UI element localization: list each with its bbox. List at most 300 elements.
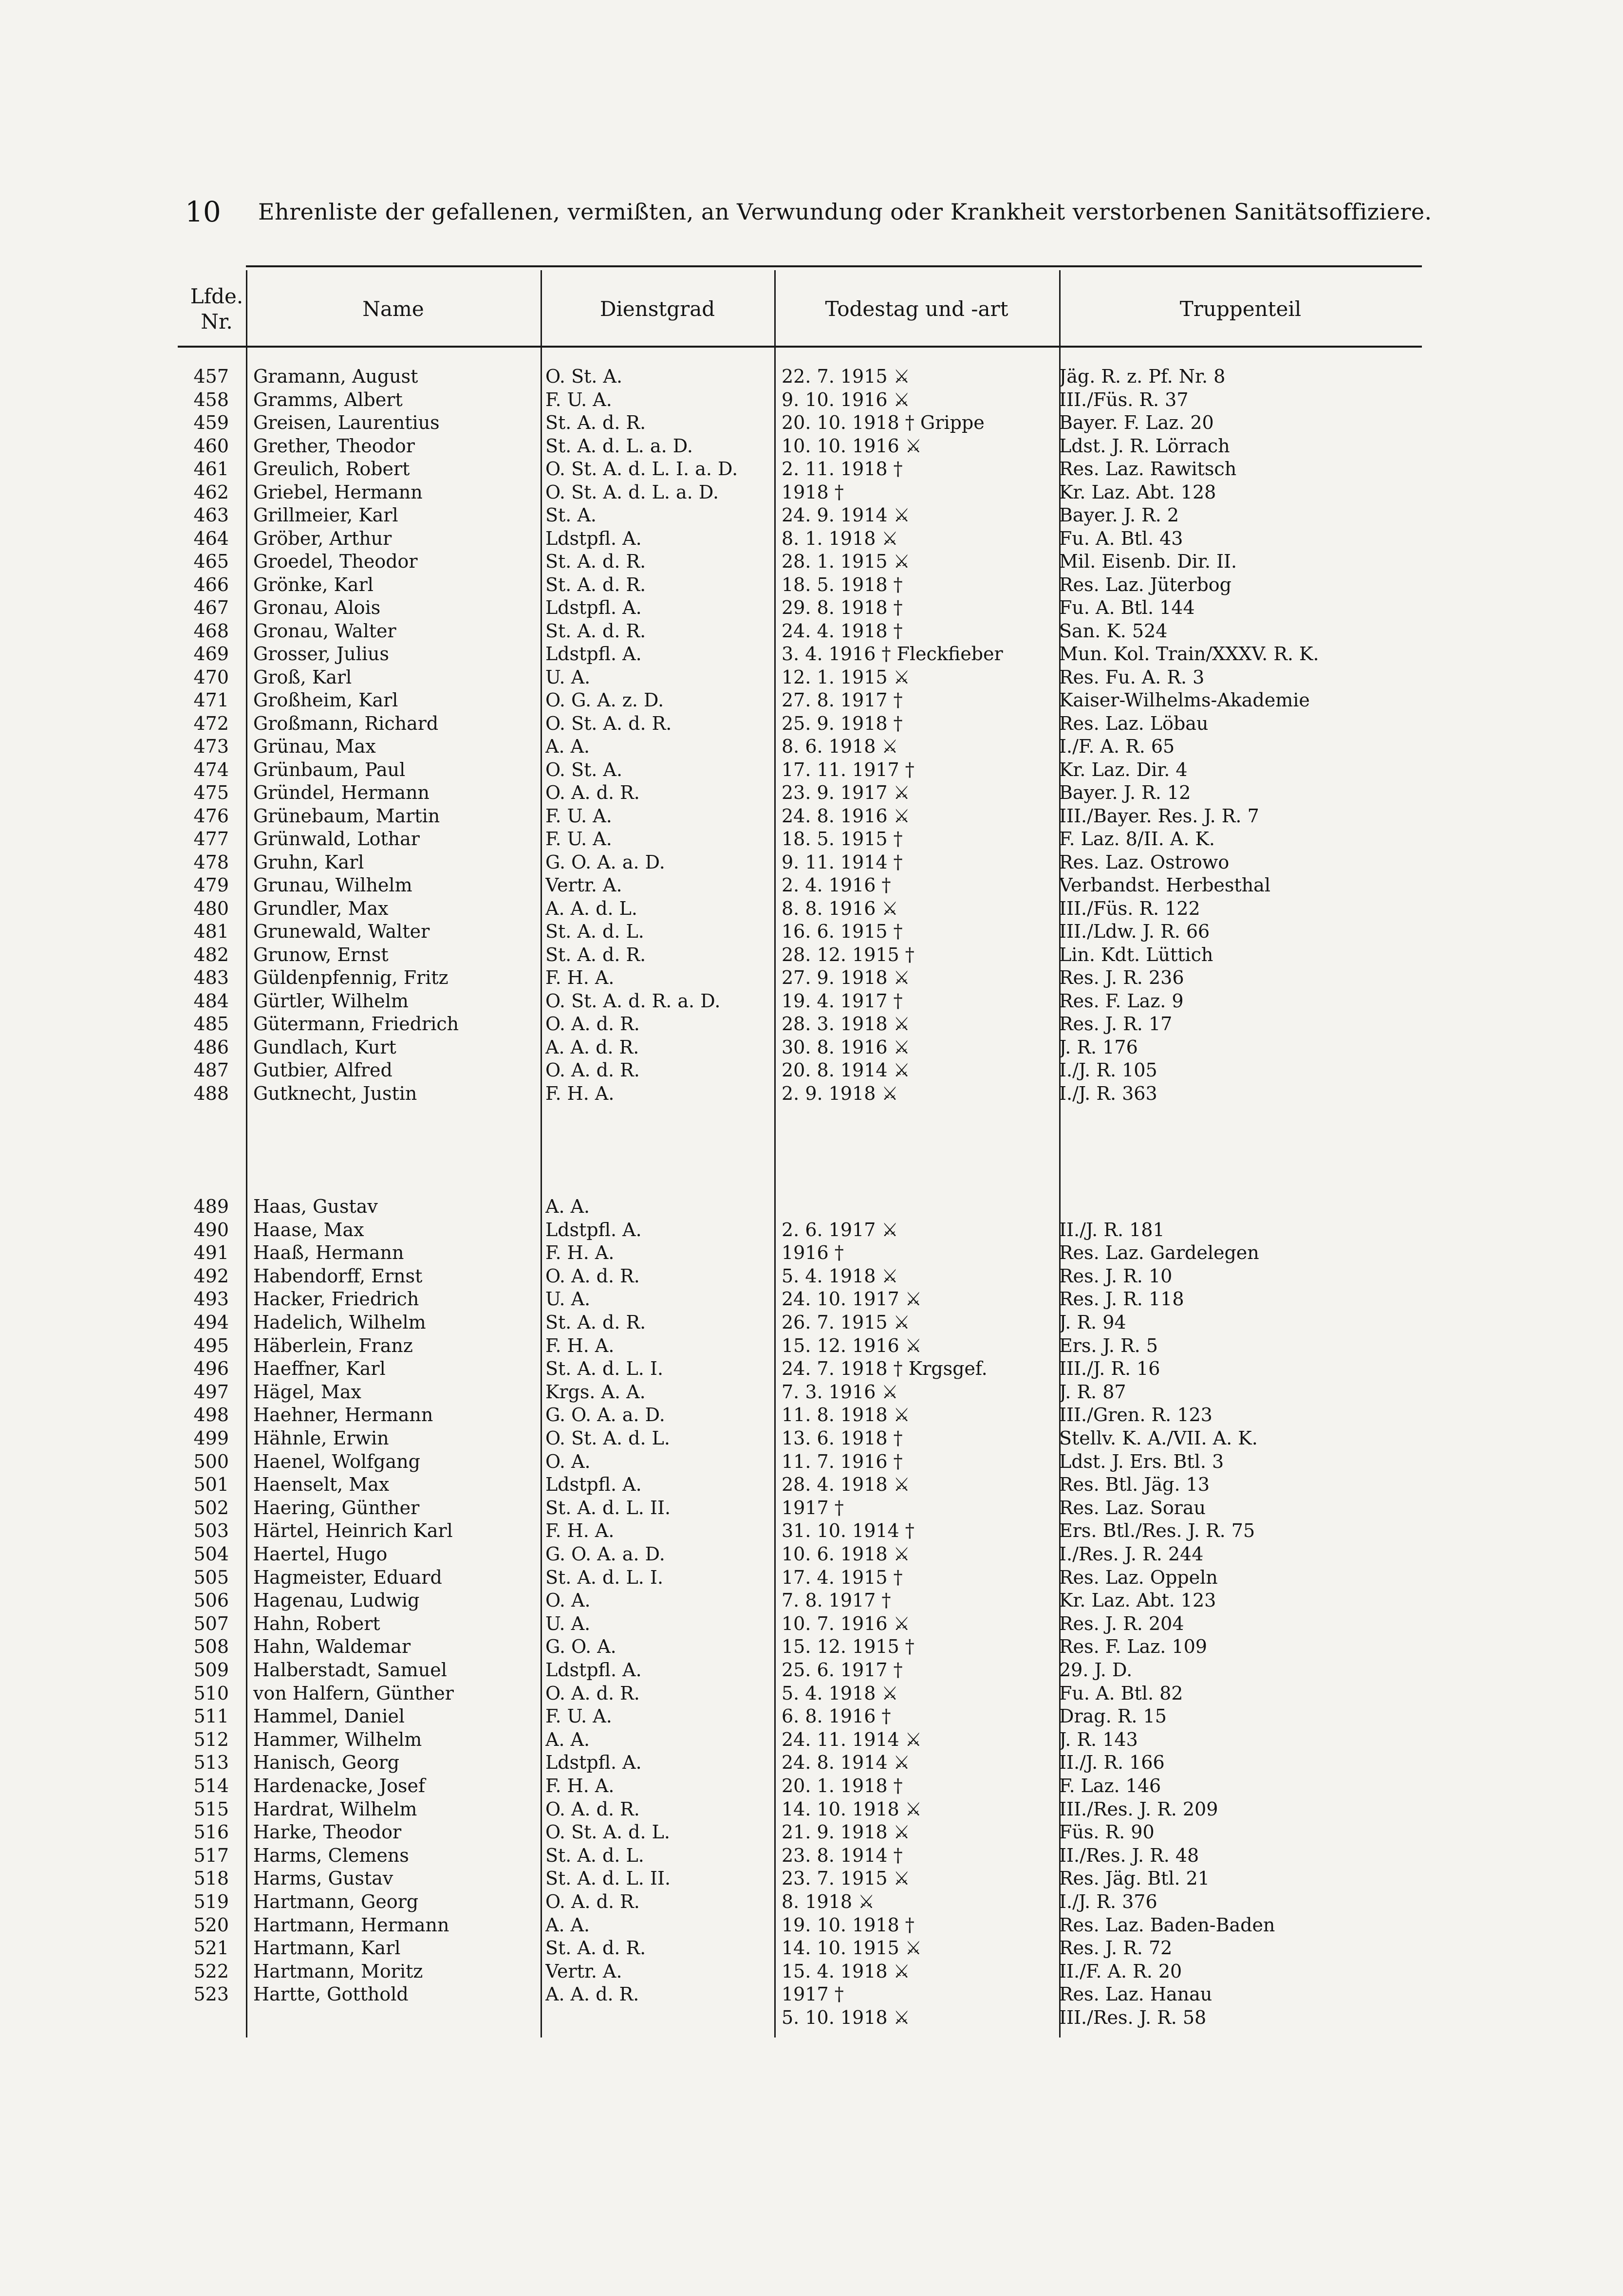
entry-rank: O. A. d. R. xyxy=(545,1265,640,1287)
entry-rank: G. O. A. a. D. xyxy=(545,1543,665,1565)
entry-number: 500 xyxy=(193,1450,229,1472)
entry-unit: J. R. 94 xyxy=(1059,1312,1126,1333)
entry-death: 24. 10. 1917 ⚔ xyxy=(782,1288,922,1310)
entry-name: Gronau, Walter xyxy=(253,620,396,642)
entry-name: Gütermann, Friedrich xyxy=(253,1013,459,1035)
entry-death: 14. 10. 1918 ⚔ xyxy=(782,1798,922,1820)
entry-number: 460 xyxy=(193,435,229,457)
entry-number: 470 xyxy=(193,666,229,688)
entry-name: Hartmann, Karl xyxy=(253,1937,401,1959)
table-row xyxy=(0,990,1623,1012)
entry-number: 502 xyxy=(193,1497,229,1518)
entry-number: 521 xyxy=(193,1937,229,1959)
table-row xyxy=(0,643,1623,665)
entry-rank: Krgs. A. A. xyxy=(545,1381,646,1403)
entry-death: 2. 9. 1918 ⚔ xyxy=(782,1082,898,1104)
entry-name: Güldenpfennig, Fritz xyxy=(253,967,448,988)
table-row xyxy=(0,1473,1623,1496)
entry-rank: A. A. xyxy=(545,1196,590,1217)
entry-rank: St. A. d. R. xyxy=(545,1937,646,1959)
entry-number: 497 xyxy=(193,1381,229,1403)
entry-unit: I./J. R. 363 xyxy=(1059,1082,1157,1104)
entry-death: 25. 9. 1918 † xyxy=(782,712,903,734)
entry-death: 23. 9. 1917 ⚔ xyxy=(782,782,910,803)
entry-name: Grönke, Karl xyxy=(253,574,373,595)
table-row xyxy=(0,712,1623,735)
entry-unit: III./J. R. 16 xyxy=(1059,1358,1160,1380)
entry-name: Haertel, Hugo xyxy=(253,1543,388,1565)
entry-unit: Res. Jäg. Btl. 21 xyxy=(1059,1868,1210,1889)
entry-rank: St. A. d. L. II. xyxy=(545,1868,671,1889)
entry-unit: III./Füs. R. 122 xyxy=(1059,897,1200,919)
entry-name: Gruhn, Karl xyxy=(253,851,364,873)
entry-unit: Bayer. J. R. 12 xyxy=(1059,782,1191,803)
entry-rank: U. A. xyxy=(545,666,591,688)
entry-number: 510 xyxy=(193,1682,229,1704)
entry-number: 464 xyxy=(193,527,229,549)
table-row xyxy=(0,620,1623,642)
entry-name: Hardenacke, Josef xyxy=(253,1775,426,1796)
entry-unit: III./Bayer. Res. J. R. 7 xyxy=(1059,805,1259,827)
table-row xyxy=(0,689,1623,711)
entry-death: 7. 8. 1917 † xyxy=(782,1590,891,1611)
page-title: Ehrenliste der gefallenen, vermißten, an Verwundung oder Krankheit verstorbenen Sanitätsoffiziere. xyxy=(258,199,1432,225)
entry-rank: F. H. A. xyxy=(545,1082,615,1104)
entry-unit: I./J. R. 376 xyxy=(1059,1891,1157,1912)
entry-rank: O. A. d. R. xyxy=(545,1682,640,1704)
column-header-unit: Truppenteil xyxy=(1179,297,1302,321)
entry-unit: Res. Laz. Löbau xyxy=(1059,712,1209,734)
entry-unit: Ers. J. R. 5 xyxy=(1059,1334,1158,1356)
entry-name: Haaß, Hermann xyxy=(253,1242,404,1264)
entry-name: Harke, Theodor xyxy=(253,1821,402,1843)
entry-number: 493 xyxy=(193,1288,229,1310)
entry-unit: Res. Laz. Oppeln xyxy=(1059,1566,1218,1588)
table-row xyxy=(0,1427,1623,1449)
table-row xyxy=(0,781,1623,804)
entry-death: 17. 4. 1915 † xyxy=(782,1566,903,1588)
table-row xyxy=(0,1635,1623,1658)
entry-unit: F. Laz. 146 xyxy=(1059,1775,1161,1796)
entry-rank: St. A. d. R. xyxy=(545,551,646,572)
entry-name: Hammer, Wilhelm xyxy=(253,1728,422,1750)
entry-death: 1916 † xyxy=(782,1242,844,1264)
entry-death: 3. 4. 1916 † Fleckfieber xyxy=(782,643,1003,665)
table-row xyxy=(0,1036,1623,1058)
table-row xyxy=(0,1059,1623,1081)
entry-name: Haenel, Wolfgang xyxy=(253,1450,420,1472)
entry-unit: III./Res. J. R. 58 xyxy=(1059,2007,1207,2028)
entry-number: 472 xyxy=(193,712,229,734)
entry-unit: Res. Laz. Sorau xyxy=(1059,1497,1206,1518)
entry-number: 512 xyxy=(193,1728,229,1750)
entry-unit: Mil. Eisenb. Dir. II. xyxy=(1059,551,1237,572)
table-row xyxy=(0,1450,1623,1473)
column-header-name: Name xyxy=(362,297,424,321)
entry-name: Großheim, Karl xyxy=(253,689,398,711)
table-row xyxy=(0,504,1623,526)
table-row xyxy=(0,1728,1623,1751)
table-row xyxy=(0,550,1623,573)
table-row xyxy=(0,1357,1623,1380)
entry-number: 499 xyxy=(193,1427,229,1449)
entry-name: Hahn, Waldemar xyxy=(253,1636,411,1658)
table-row xyxy=(0,1983,1623,2005)
entry-unit: Res. F. Laz. 9 xyxy=(1059,990,1184,1012)
entry-unit: III./Ldw. J. R. 66 xyxy=(1059,921,1210,942)
entry-rank: A. A. d. R. xyxy=(545,1036,639,1058)
table-row xyxy=(0,458,1623,480)
entry-death: 28. 3. 1918 ⚔ xyxy=(782,1013,910,1035)
entry-unit: III./Res. J. R. 209 xyxy=(1059,1798,1218,1820)
entry-rank: A. A. xyxy=(545,1914,590,1936)
entry-name: Griebel, Hermann xyxy=(253,481,423,503)
entry-name: Gundlach, Kurt xyxy=(253,1036,396,1058)
entry-death: 16. 6. 1915 † xyxy=(782,921,903,942)
entry-death: 12. 1. 1915 ⚔ xyxy=(782,666,910,688)
entry-unit: J. R. 176 xyxy=(1059,1036,1138,1058)
entry-death: 10. 10. 1916 ⚔ xyxy=(782,435,922,457)
entry-rank: A. A. d. R. xyxy=(545,1983,639,2005)
entry-death: 26. 7. 1915 ⚔ xyxy=(782,1312,910,1333)
entry-unit: Res. Fu. A. R. 3 xyxy=(1059,666,1205,688)
entry-number: 518 xyxy=(193,1868,229,1889)
entry-rank: O. St. A. d. L. a. D. xyxy=(545,481,719,503)
entry-rank: A. A. xyxy=(545,1728,590,1750)
entry-name: Grünwald, Lothar xyxy=(253,828,420,850)
entry-unit: J. R. 87 xyxy=(1059,1381,1126,1403)
entry-death: 15. 12. 1915 † xyxy=(782,1636,914,1658)
entry-death: 27. 8. 1917 † xyxy=(782,689,903,711)
entry-death: 9. 11. 1914 † xyxy=(782,851,903,873)
entry-unit: I./Res. J. R. 244 xyxy=(1059,1543,1204,1565)
entry-rank: F. H. A. xyxy=(545,1242,615,1264)
entry-name: Gründel, Hermann xyxy=(253,782,430,803)
entry-death: 31. 10. 1914 † xyxy=(782,1520,914,1542)
entry-death: 11. 8. 1918 ⚔ xyxy=(782,1404,910,1426)
entry-name: Harms, Gustav xyxy=(253,1868,393,1889)
table-row xyxy=(0,596,1623,619)
entry-unit: F. Laz. 8/II. A. K. xyxy=(1059,828,1215,850)
table-row xyxy=(0,1013,1623,1035)
entry-name: Härtel, Heinrich Karl xyxy=(253,1520,453,1542)
entry-number: 458 xyxy=(193,389,229,410)
entry-name: Hardrat, Wilhelm xyxy=(253,1798,417,1820)
table-row xyxy=(0,1288,1623,1310)
entry-death: 2. 11. 1918 † xyxy=(782,458,903,480)
entry-rank: St. A. d. R. xyxy=(545,620,646,642)
entry-death: 1917 † xyxy=(782,1983,844,2005)
entry-unit: Kr. Laz. Abt. 128 xyxy=(1059,481,1216,503)
entry-death: 5. 4. 1918 ⚔ xyxy=(782,1682,898,1704)
entry-name: Greisen, Laurentius xyxy=(253,412,440,433)
entry-death: 1918 † xyxy=(782,481,844,503)
entry-unit: Ldst. J. R. Lörrach xyxy=(1059,435,1230,457)
table-row xyxy=(0,1751,1623,1774)
entry-name: Hagenau, Ludwig xyxy=(253,1590,420,1611)
entry-death: 10. 6. 1918 ⚔ xyxy=(782,1543,910,1565)
entry-death: 8. 6. 1918 ⚔ xyxy=(782,736,898,757)
entry-name: Grunewald, Walter xyxy=(253,921,430,942)
entry-number: 516 xyxy=(193,1821,229,1843)
table-row xyxy=(0,759,1623,781)
entry-death: 18. 5. 1915 † xyxy=(782,828,903,850)
entry-unit: Kaiser-Wilhelms-Akademie xyxy=(1059,689,1310,711)
entry-number: 490 xyxy=(193,1219,229,1241)
entry-number: 486 xyxy=(193,1036,229,1058)
entry-unit: J. R. 143 xyxy=(1059,1728,1138,1750)
entry-unit: Res. Laz. Ostrowo xyxy=(1059,851,1230,873)
entry-rank: St. A. d. L. xyxy=(545,1844,644,1866)
table-row xyxy=(0,851,1623,873)
table-row xyxy=(0,1566,1623,1589)
entry-rank: F. U. A. xyxy=(545,1705,612,1727)
entry-number: 469 xyxy=(193,643,229,665)
table-row xyxy=(0,1659,1623,1681)
entry-unit: Res. Laz. Jüterbog xyxy=(1059,574,1231,595)
entry-rank: O. St. A. d. L. xyxy=(545,1427,670,1449)
entry-number: 504 xyxy=(193,1543,229,1565)
entry-death: 24. 8. 1916 ⚔ xyxy=(782,805,910,827)
entry-death: 8. 1. 1918 ⚔ xyxy=(782,527,898,549)
entry-unit: Res. F. Laz. 109 xyxy=(1059,1636,1207,1658)
entry-number: 511 xyxy=(193,1705,229,1727)
table-row xyxy=(0,1265,1623,1287)
entry-rank: O. St. A. xyxy=(545,759,623,780)
entry-number: 479 xyxy=(193,874,229,896)
table-row xyxy=(0,666,1623,688)
entry-unit: II./J. R. 166 xyxy=(1059,1752,1165,1774)
entry-rank: O. St. A. d. L. I. a. D. xyxy=(545,458,738,480)
entry-death: 8. 1918 ⚔ xyxy=(782,1891,875,1912)
entry-unit: Res. J. R. 236 xyxy=(1059,967,1184,988)
entry-number: 477 xyxy=(193,828,229,850)
entry-death: 19. 10. 1918 † xyxy=(782,1914,914,1936)
entry-number: 468 xyxy=(193,620,229,642)
entry-death: 7. 3. 1916 ⚔ xyxy=(782,1381,898,1403)
entry-number: 485 xyxy=(193,1013,229,1035)
entry-name: Haenselt, Max xyxy=(253,1474,390,1496)
table-row xyxy=(0,897,1623,920)
entry-unit: Res. Laz. Hanau xyxy=(1059,1983,1213,2005)
entry-number: 457 xyxy=(193,366,229,387)
entry-death: 24. 4. 1918 † xyxy=(782,620,903,642)
entry-number: 520 xyxy=(193,1914,229,1936)
entry-name: Grether, Theodor xyxy=(253,435,415,457)
entry-name: Hammel, Daniel xyxy=(253,1705,405,1727)
entry-number: 488 xyxy=(193,1082,229,1104)
entry-number: 489 xyxy=(193,1196,229,1217)
entry-death: 29. 8. 1918 † xyxy=(782,597,903,618)
table-row xyxy=(0,1311,1623,1333)
entry-number: 508 xyxy=(193,1636,229,1658)
entry-name: Groß, Karl xyxy=(253,666,352,688)
entry-unit: Res. J. R. 10 xyxy=(1059,1265,1173,1287)
entry-rank: F. U. A. xyxy=(545,805,612,827)
entry-rank: Ldstpfl. A. xyxy=(545,597,642,618)
table-row xyxy=(0,389,1623,411)
entry-rank: O. St. A. d. R. a. D. xyxy=(545,990,721,1012)
entry-number: 482 xyxy=(193,944,229,965)
entry-rank: F. H. A. xyxy=(545,967,615,988)
entry-name: Gronau, Alois xyxy=(253,597,381,618)
entry-number: 459 xyxy=(193,412,229,433)
entry-name: Gramann, August xyxy=(253,366,418,387)
table-row xyxy=(0,966,1623,989)
entry-rank: St. A. d. R. xyxy=(545,944,646,965)
entry-death: 20. 10. 1918 † Grippe xyxy=(782,412,985,433)
table-row xyxy=(0,1082,1623,1105)
entry-death: 18. 5. 1918 † xyxy=(782,574,903,595)
entry-death: 23. 8. 1914 † xyxy=(782,1844,903,1866)
entry-number: 465 xyxy=(193,551,229,572)
entry-name: Grünau, Max xyxy=(253,736,376,757)
entry-rank: F. H. A. xyxy=(545,1775,615,1796)
entry-name: Hartmann, Hermann xyxy=(253,1914,449,1936)
entry-death: 17. 11. 1917 † xyxy=(782,759,914,780)
entry-unit: II./Res. J. R. 48 xyxy=(1059,1844,1199,1866)
entry-number: 463 xyxy=(193,504,229,526)
entry-unit: Res. J. R. 118 xyxy=(1059,1288,1184,1310)
entry-name: Grunow, Ernst xyxy=(253,944,389,965)
entry-death: 23. 7. 1915 ⚔ xyxy=(782,1868,910,1889)
entry-unit: 29. J. D. xyxy=(1059,1659,1133,1681)
entry-name: Häberlein, Franz xyxy=(253,1334,413,1356)
entry-number: 476 xyxy=(193,805,229,827)
table-row xyxy=(0,1914,1623,1936)
entry-rank: Ldstpfl. A. xyxy=(545,643,642,665)
table-row xyxy=(0,920,1623,943)
entry-unit: Bayer. F. Laz. 20 xyxy=(1059,412,1214,433)
entry-death: 11. 7. 1916 † xyxy=(782,1450,903,1472)
entry-death: 30. 8. 1916 ⚔ xyxy=(782,1036,910,1058)
entry-name: Gutbier, Alfred xyxy=(253,1059,392,1081)
entry-death: 24. 11. 1914 ⚔ xyxy=(782,1728,922,1750)
entry-rank: St. A. d. R. xyxy=(545,412,646,433)
table-row xyxy=(0,1705,1623,1727)
entry-number: 498 xyxy=(193,1404,229,1426)
entry-death: 20. 8. 1914 ⚔ xyxy=(782,1059,910,1081)
entry-rank: Ldstpfl. A. xyxy=(545,1219,642,1241)
entry-unit: Ers. Btl./Res. J. R. 75 xyxy=(1059,1520,1255,1542)
entry-unit: I./J. R. 105 xyxy=(1059,1059,1157,1081)
entry-name: Grünbaum, Paul xyxy=(253,759,406,780)
entry-rank: O. A. d. R. xyxy=(545,1798,640,1820)
entry-death: 15. 4. 1918 ⚔ xyxy=(782,1960,910,1982)
entry-number: 466 xyxy=(193,574,229,595)
entry-number: 475 xyxy=(193,782,229,803)
entry-number: 523 xyxy=(193,1983,229,2005)
entry-name: Hahn, Robert xyxy=(253,1612,380,1634)
entry-name: Gürtler, Wilhelm xyxy=(253,990,409,1012)
entry-number: 471 xyxy=(193,689,229,711)
table-row xyxy=(0,1219,1623,1241)
entry-unit: Res. Btl. Jäg. 13 xyxy=(1059,1474,1210,1496)
entry-name: Grosser, Julius xyxy=(253,643,390,665)
entry-rank: St. A. d. R. xyxy=(545,574,646,595)
column-header-rank: Dienstgrad xyxy=(599,297,715,321)
table-row xyxy=(0,1404,1623,1426)
entry-rank: G. O. A. a. D. xyxy=(545,1404,665,1426)
column-header-nr: Lfde. Nr. xyxy=(190,284,243,333)
entry-name: Gramms, Albert xyxy=(253,389,403,410)
entry-number: 478 xyxy=(193,851,229,873)
table-row xyxy=(0,435,1623,457)
entry-number: 517 xyxy=(193,1844,229,1866)
entry-rank: St. A. d. L. xyxy=(545,921,644,942)
entry-number: 492 xyxy=(193,1265,229,1287)
header-top-rule xyxy=(246,265,1422,267)
entry-name: Haeffner, Karl xyxy=(253,1358,386,1380)
entry-name: Groedel, Theodor xyxy=(253,551,418,572)
entry-unit: Fu. A. Btl. 144 xyxy=(1059,597,1195,618)
entry-name: Hägel, Max xyxy=(253,1381,361,1403)
entry-death: 28. 1. 1915 ⚔ xyxy=(782,551,910,572)
table-row xyxy=(0,1381,1623,1403)
entry-number: 483 xyxy=(193,967,229,988)
entry-number: 484 xyxy=(193,990,229,1012)
entry-unit: III./Gren. R. 123 xyxy=(1059,1404,1213,1426)
entry-death: 25. 6. 1917 † xyxy=(782,1659,903,1681)
entry-rank: Ldstpfl. A. xyxy=(545,527,642,549)
entry-name: Hanisch, Georg xyxy=(253,1752,400,1774)
entry-rank: Ldstpfl. A. xyxy=(545,1659,642,1681)
entry-number: 515 xyxy=(193,1798,229,1820)
entry-name: Greulich, Robert xyxy=(253,458,410,480)
entry-unit: II./F. A. R. 20 xyxy=(1059,1960,1182,1982)
entry-name: Hadelich, Wilhelm xyxy=(253,1312,426,1333)
entry-number: 487 xyxy=(193,1059,229,1081)
entry-death: 5. 10. 1918 ⚔ xyxy=(782,2007,910,2028)
table-row xyxy=(0,735,1623,758)
table-row xyxy=(0,1612,1623,1635)
table-row xyxy=(0,1798,1623,1820)
entry-rank: St. A. xyxy=(545,504,597,526)
entry-rank: Ldstpfl. A. xyxy=(545,1752,642,1774)
entry-death: 27. 9. 1918 ⚔ xyxy=(782,967,910,988)
entry-name: Hähnle, Erwin xyxy=(253,1427,389,1449)
entry-unit: I./F. A. R. 65 xyxy=(1059,736,1175,757)
entry-rank: St. A. d. L. I. xyxy=(545,1566,664,1588)
table-row xyxy=(0,1867,1623,1889)
table-row xyxy=(0,944,1623,966)
entry-rank: O. A. d. R. xyxy=(545,1013,640,1035)
entry-unit: Res. Laz. Baden-Baden xyxy=(1059,1914,1275,1936)
entry-rank: U. A. xyxy=(545,1288,591,1310)
table-row xyxy=(0,574,1623,596)
table-row xyxy=(0,527,1623,550)
entry-death: 24. 7. 1918 † Krgsgef. xyxy=(782,1358,988,1380)
entry-rank: O. G. A. z. D. xyxy=(545,689,664,711)
entry-number: 514 xyxy=(193,1775,229,1796)
entry-rank: U. A. xyxy=(545,1612,591,1634)
entry-rank: Vertr. A. xyxy=(545,874,622,896)
entry-name: Habendorff, Ernst xyxy=(253,1265,423,1287)
column-header-death: Todestag und -art xyxy=(825,297,1008,321)
entry-number: 473 xyxy=(193,736,229,757)
entry-name: Gutknecht, Justin xyxy=(253,1082,417,1104)
entry-name: Haas, Gustav xyxy=(253,1196,378,1217)
entry-unit: Ldst. J. Ers. Btl. 3 xyxy=(1059,1450,1224,1472)
entry-unit: Res. J. R. 17 xyxy=(1059,1013,1173,1035)
entry-unit: Mun. Kol. Train/XXXV. R. K. xyxy=(1059,643,1319,665)
table-row xyxy=(0,411,1623,434)
entry-name: Gröber, Arthur xyxy=(253,527,392,549)
table-row xyxy=(0,1960,1623,1982)
entry-rank: F. U. A. xyxy=(545,828,612,850)
entry-rank: O. A. d. R. xyxy=(545,1059,640,1081)
page-number: 10 xyxy=(185,195,221,228)
